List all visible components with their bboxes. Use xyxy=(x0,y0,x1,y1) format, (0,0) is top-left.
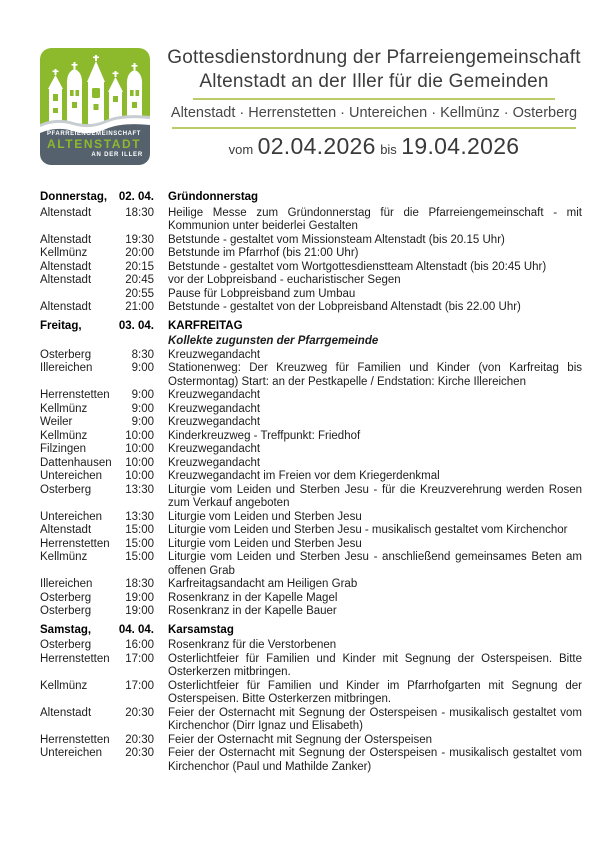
event-description: Rosenkranz in der Kapelle Bauer xyxy=(168,605,337,617)
event-row xyxy=(40,288,582,302)
event-place: Weiler xyxy=(40,416,73,428)
gap xyxy=(154,261,168,275)
schedule-table xyxy=(40,191,582,774)
day-title: Karsamstag xyxy=(168,623,234,636)
event-description: Betstunde im Pfarrhof (bis 21:00 Uhr) xyxy=(168,247,359,259)
event-time: 13:30 xyxy=(125,483,154,496)
divider-bottom xyxy=(172,127,576,129)
gap xyxy=(154,207,168,234)
gap xyxy=(154,551,168,578)
event-time: 17:00 xyxy=(125,679,154,692)
event-place: Kellmünz xyxy=(40,429,88,442)
event-row xyxy=(40,403,582,417)
event-time: 20:45 xyxy=(125,274,154,286)
gap xyxy=(154,362,168,389)
event-place: Kellmünz xyxy=(40,247,88,259)
gap xyxy=(154,288,168,302)
event-description: Rosenkranz für die Verstorbenen xyxy=(168,639,337,651)
event-time: 15:00 xyxy=(125,524,154,536)
event-time: 13:30 xyxy=(125,510,154,523)
day-header xyxy=(40,191,582,205)
event-time: 20:30 xyxy=(125,733,154,746)
event-description: Feier der Osternacht mit Segnung der Osterspeisen xyxy=(168,733,432,746)
event-place: Herrenstetten xyxy=(40,733,110,746)
event-row xyxy=(40,443,582,457)
event-time: 9:00 xyxy=(131,389,154,401)
gap xyxy=(154,747,168,774)
event-time xyxy=(108,335,154,349)
event-place: Altenstadt xyxy=(40,233,92,246)
date-range-prefix: vom xyxy=(228,142,254,157)
page-title-line1: Gottesdienstordnung der Pfarreiengemeinschaft xyxy=(167,47,581,68)
date-range-to: 19.04.2026 xyxy=(401,133,520,159)
event-time: 15:00 xyxy=(125,537,154,550)
event-place: Untereichen xyxy=(40,510,103,523)
day-header xyxy=(40,320,582,334)
event-place: Filzingen xyxy=(40,443,87,455)
event-time: 19:00 xyxy=(125,591,154,604)
logo-caption xyxy=(47,130,143,159)
gap xyxy=(154,403,168,417)
gap xyxy=(154,416,168,430)
event-place: Osterberg xyxy=(40,605,92,617)
event-row xyxy=(40,511,582,525)
event-description: Kinderkreuzweg - Treffpunkt: Friedhof xyxy=(168,429,361,442)
event-description: Betstunde - gestaltet von der Lobpreisband Altenstadt (bis 22.00 Uhr) xyxy=(168,301,521,313)
day-date: 03. 04. xyxy=(118,319,154,332)
event-description: Kreuzwegandacht xyxy=(168,348,261,361)
event-time: 20:30 xyxy=(125,706,154,719)
event-time: 9:00 xyxy=(131,362,154,374)
event-row xyxy=(40,457,582,471)
event-place: Osterberg xyxy=(40,483,92,496)
logo-org-sub: AN DER ILLER xyxy=(91,152,143,158)
event-time: 21:00 xyxy=(125,301,154,313)
event-place xyxy=(40,288,108,302)
gap xyxy=(154,191,168,205)
event-description: Betstunde - gestaltet vom Missionsteam Altenstadt (bis 20.15 Uhr) xyxy=(168,233,505,246)
event-row xyxy=(40,524,582,538)
event-place: Untereichen xyxy=(40,470,103,482)
event-time: 20:00 xyxy=(125,247,154,259)
event-place xyxy=(40,335,108,349)
gap xyxy=(154,430,168,444)
event-row xyxy=(40,362,582,389)
gap xyxy=(154,234,168,248)
gap xyxy=(154,734,168,748)
event-place: Altenstadt xyxy=(40,706,92,719)
gap xyxy=(154,389,168,403)
event-description: Stationenweg: Der Kreuzweg für Familien und Kinder (von Karfreitag bis Ostermontag) Start: an der Pestkapelle / Endstation: Kirche Illereichen xyxy=(168,362,582,388)
event-place: Dattenhausen xyxy=(40,456,112,469)
event-row xyxy=(40,653,582,680)
logo-org-small: PFARREIENGEMEINSCHAFT xyxy=(47,131,141,137)
event-description: Liturgie vom Leiden und Sterben Jesu - musikalisch gestaltet vom Kirchenchor xyxy=(168,524,568,536)
event-place: Illereichen xyxy=(40,362,93,374)
event-row xyxy=(40,274,582,288)
gap xyxy=(154,653,168,680)
event-time: 18:30 xyxy=(125,578,154,590)
event-time: 18:30 xyxy=(125,206,154,219)
gap xyxy=(154,247,168,261)
event-row xyxy=(40,592,582,606)
event-row xyxy=(40,430,582,444)
logo-org-name: ALTENSTADT xyxy=(47,137,142,151)
gap xyxy=(154,335,168,349)
event-row xyxy=(40,301,582,315)
page-title-line2: Altenstadt an der Iller für die Gemeinden xyxy=(199,71,549,92)
event-description: Feier der Osternacht mit Segnung der Osterspeisen - musikalisch gestaltet vom Kirchenchor (Dirr Ignaz und Elisabeth) xyxy=(168,706,582,732)
event-description: Kreuzwegandacht xyxy=(168,402,261,415)
event-time: 16:00 xyxy=(125,639,154,651)
event-row xyxy=(40,578,582,592)
event-description: Kreuzwegandacht xyxy=(168,443,261,455)
event-time: 19:30 xyxy=(125,233,154,246)
event-place: Untereichen xyxy=(40,747,103,759)
event-description: Osterlichtfeier für Familien und Kinder mit Segnung der Osterspeisen. Bitte Osterkerzen mitbringen. xyxy=(168,652,582,678)
day-title: Gründonnerstag xyxy=(168,191,259,203)
gap xyxy=(154,578,168,592)
gap xyxy=(154,707,168,734)
event-description: vor der Lobpreisband - eucharistischer Segen xyxy=(168,274,401,286)
event-place: Osterberg xyxy=(40,591,92,604)
event-description: Kreuzwegandacht im Freien vor dem Kriegerdenkmal xyxy=(168,470,440,482)
event-row xyxy=(40,734,582,748)
event-time: 10:00 xyxy=(125,429,154,442)
event-row xyxy=(40,639,582,653)
event-place: Osterberg xyxy=(40,639,92,651)
event-place: Osterberg xyxy=(40,348,92,361)
gap xyxy=(154,639,168,653)
gap xyxy=(154,301,168,315)
event-time: 10:00 xyxy=(125,456,154,469)
title-block xyxy=(166,46,582,160)
day-name: Freitag, xyxy=(40,319,82,332)
event-row xyxy=(40,484,582,511)
event-description: Karfreitagsandacht am Heiligen Grab xyxy=(168,578,358,590)
event-place: Herrenstetten xyxy=(40,389,110,401)
collection-note-row xyxy=(40,335,582,349)
day-title: KARFREITAG xyxy=(168,319,243,332)
event-row xyxy=(40,680,582,707)
event-description: Liturgie vom Leiden und Sterben Jesu - anschließend gemeinsames Beten am offenen Grab xyxy=(168,551,582,577)
gap xyxy=(154,538,168,552)
event-time: 19:00 xyxy=(125,605,154,617)
gap xyxy=(154,349,168,363)
event-description: Kreuzwegandacht xyxy=(168,416,261,428)
event-time: 9:00 xyxy=(131,416,154,428)
event-row xyxy=(40,389,582,403)
event-row xyxy=(40,551,582,578)
event-description: Liturgie vom Leiden und Sterben Jesu xyxy=(168,510,362,523)
date-range-from: 02.04.2026 xyxy=(257,133,376,159)
gap xyxy=(154,511,168,525)
event-time: 15:00 xyxy=(125,551,154,563)
document-header xyxy=(40,46,582,178)
event-place: Herrenstetten xyxy=(40,652,110,665)
day-header xyxy=(40,624,582,638)
event-time: 8:30 xyxy=(131,348,154,361)
event-time: 9:00 xyxy=(131,402,154,415)
event-description: Osterlichtfeier für Familien und Kinder im Pfarrhofgarten mit Segnung der Osterspeisen. Bitte Osterkerzen mitbringen. xyxy=(168,679,582,705)
event-time: 10:00 xyxy=(125,443,154,455)
collection-note: Kollekte zugunsten der Pfarrgemeinde xyxy=(168,335,379,347)
date-range xyxy=(166,133,582,160)
event-place: Altenstadt xyxy=(40,260,92,273)
gap xyxy=(154,457,168,471)
gap xyxy=(154,320,168,334)
event-row xyxy=(40,707,582,734)
gap xyxy=(154,605,168,619)
event-description: Kreuzwegandacht xyxy=(168,456,261,469)
event-time: 20:55 xyxy=(125,287,154,300)
gap xyxy=(154,624,168,638)
event-place: Altenstadt xyxy=(40,524,92,536)
event-place: Kellmünz xyxy=(40,402,88,415)
event-row xyxy=(40,207,582,234)
event-row xyxy=(40,470,582,484)
event-description: Liturgie vom Leiden und Sterben Jesu - für die Kreuzverehrung werden Rosen zum Verkauf angeboten xyxy=(168,483,582,509)
event-row xyxy=(40,234,582,248)
gap xyxy=(154,470,168,484)
day-name: Samstag, xyxy=(40,623,92,636)
day-name: Donnerstag, xyxy=(40,191,108,203)
event-place: Kellmünz xyxy=(40,551,88,563)
event-time: 17:00 xyxy=(125,652,154,665)
communities-line: Altenstadt · Herrenstetten · Untereichen · Kellmünz · Osterberg xyxy=(170,105,578,121)
event-row xyxy=(40,747,582,774)
event-place: Altenstadt xyxy=(40,274,92,286)
event-time: 20:30 xyxy=(125,747,154,759)
gap xyxy=(154,274,168,288)
event-time: 20:15 xyxy=(125,260,154,273)
date-range-connector: bis xyxy=(380,142,397,157)
event-place: Kellmünz xyxy=(40,679,88,692)
event-description: Pause für Lobpreisband zum Umbau xyxy=(168,287,356,300)
day-date: 02. 04. xyxy=(118,191,154,203)
gap xyxy=(154,680,168,707)
event-row xyxy=(40,538,582,552)
event-place: Herrenstetten xyxy=(40,537,110,550)
event-description: Kreuzwegandacht xyxy=(168,389,261,401)
event-place: Altenstadt xyxy=(40,206,92,219)
parish-logo xyxy=(40,48,150,165)
event-description: Rosenkranz in der Kapelle Magel xyxy=(168,591,338,604)
gap xyxy=(154,592,168,606)
event-row xyxy=(40,605,582,619)
event-place: Illereichen xyxy=(40,578,93,590)
event-row xyxy=(40,349,582,363)
event-description: Heilige Messe zum Gründonnerstag für die Pfarreiengemeinschaft - mit Kommunion unter beiderlei Gestalten xyxy=(168,206,582,232)
day-date: 04. 04. xyxy=(118,623,154,636)
event-row xyxy=(40,416,582,430)
event-row xyxy=(40,247,582,261)
gap xyxy=(154,443,168,457)
event-description: Betstunde - gestaltet vom Wortgottesdienstteam Altenstadt (bis 20:45 Uhr) xyxy=(168,260,547,273)
event-row xyxy=(40,261,582,275)
event-time: 10:00 xyxy=(125,470,154,482)
event-place: Altenstadt xyxy=(40,301,92,313)
gap xyxy=(154,524,168,538)
event-description: Feier der Osternacht mit Segnung der Osterspeisen - musikalisch gestaltet vom Kirchenchor (Paul und Mathilde Zanker) xyxy=(168,747,582,773)
gap xyxy=(154,484,168,511)
event-description: Liturgie vom Leiden und Sterben Jesu xyxy=(168,537,362,550)
divider-top xyxy=(193,98,555,100)
